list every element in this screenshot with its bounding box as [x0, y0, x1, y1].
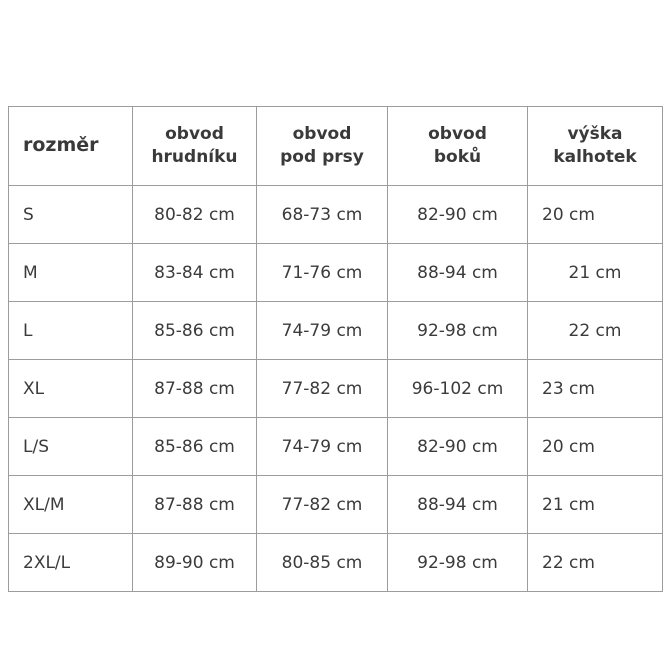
- cell-size: 2XL/L: [9, 534, 133, 592]
- table-row: [9, 418, 663, 476]
- column-header-hips-line2: boků: [433, 147, 482, 167]
- cell-hips: 92-98 cm: [388, 534, 528, 592]
- table-body: [9, 186, 663, 592]
- cell-underbust: 80-85 cm: [257, 534, 388, 592]
- cell-chest: 83-84 cm: [133, 244, 257, 302]
- table-header-row: [9, 107, 663, 186]
- cell-underbust: 74-79 cm: [257, 418, 388, 476]
- cell-chest: 89-90 cm: [133, 534, 257, 592]
- cell-chest: 87-88 cm: [133, 476, 257, 534]
- cell-size: XL/M: [9, 476, 133, 534]
- column-header-chest-line1: obvod: [165, 124, 224, 145]
- cell-hips: 82-90 cm: [388, 418, 528, 476]
- cell-size: L: [9, 302, 133, 360]
- cell-underbust: 77-82 cm: [257, 476, 388, 534]
- cell-hips: 92-98 cm: [388, 302, 528, 360]
- column-header-size-line1: rozměr: [23, 134, 99, 157]
- cell-size: XL: [9, 360, 133, 418]
- cell-chest: 80-82 cm: [133, 186, 257, 244]
- size-table: [8, 106, 663, 592]
- cell-hips: 88-94 cm: [388, 244, 528, 302]
- cell-hips: 82-90 cm: [388, 186, 528, 244]
- cell-underbust: 68-73 cm: [257, 186, 388, 244]
- column-header-chest-line2: hrudníku: [151, 147, 238, 167]
- table-row: [9, 476, 663, 534]
- column-header-panty-height-line1: výška: [567, 124, 623, 145]
- table-row: [9, 244, 663, 302]
- cell-hips: 96-102 cm: [388, 360, 528, 418]
- cell-panty-height: 21 cm: [528, 244, 663, 302]
- table-row: [9, 186, 663, 244]
- column-header-hips: [388, 107, 528, 186]
- column-header-underbust-line2: pod prsy: [280, 147, 364, 167]
- column-header-underbust: [257, 107, 388, 186]
- column-header-size: [9, 107, 133, 186]
- column-header-chest: [133, 107, 257, 186]
- cell-panty-height: 21 cm: [528, 476, 663, 534]
- table-header: [9, 107, 663, 186]
- cell-underbust: 74-79 cm: [257, 302, 388, 360]
- cell-panty-height: 23 cm: [528, 360, 663, 418]
- cell-chest: 85-86 cm: [133, 302, 257, 360]
- size-table-container: [8, 106, 662, 592]
- cell-panty-height: 20 cm: [528, 186, 663, 244]
- cell-hips: 88-94 cm: [388, 476, 528, 534]
- column-header-hips-line1: obvod: [428, 124, 487, 145]
- cell-size: M: [9, 244, 133, 302]
- cell-underbust: 77-82 cm: [257, 360, 388, 418]
- column-header-underbust-line1: obvod: [292, 124, 352, 145]
- column-header-panty-height-line2: kalhotek: [553, 147, 637, 167]
- cell-panty-height: 20 cm: [528, 418, 663, 476]
- table-row: [9, 302, 663, 360]
- cell-panty-height: 22 cm: [528, 302, 663, 360]
- cell-size: L/S: [9, 418, 133, 476]
- cell-chest: 85-86 cm: [133, 418, 257, 476]
- cell-panty-height: 22 cm: [528, 534, 663, 592]
- cell-underbust: 71-76 cm: [257, 244, 388, 302]
- table-row: [9, 534, 663, 592]
- column-header-panty-height: [528, 107, 663, 186]
- cell-size: S: [9, 186, 133, 244]
- cell-chest: 87-88 cm: [133, 360, 257, 418]
- table-row: [9, 360, 663, 418]
